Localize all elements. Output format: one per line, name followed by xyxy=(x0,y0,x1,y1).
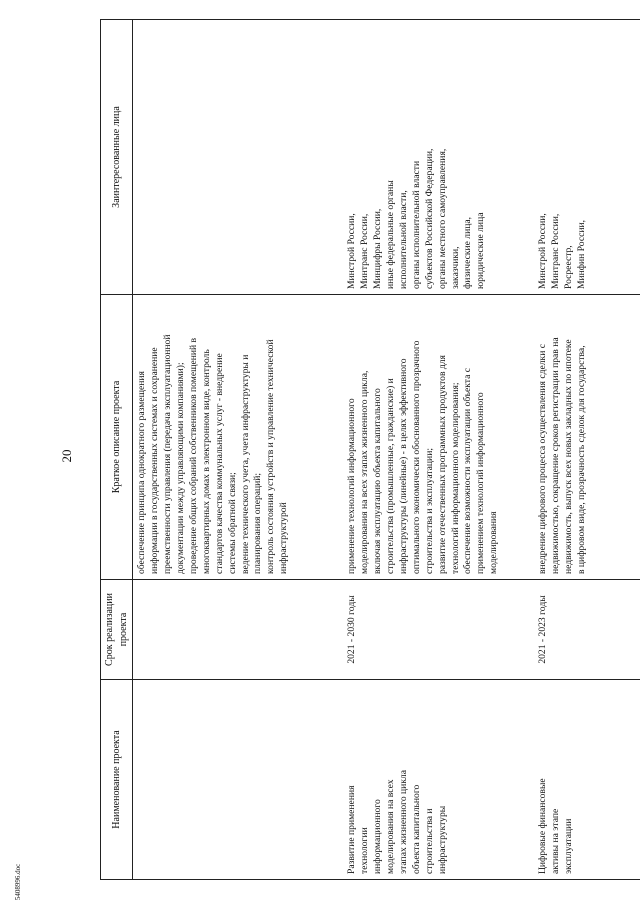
cell-stakeholders-line: Росреестр, xyxy=(562,245,574,289)
cell-description-line: проведение общих собраний собственников помещений в xyxy=(187,337,199,574)
cell-project-name-line: активы на этапе xyxy=(549,808,561,874)
cell-description-line: ведение технического учета, учета инфраструктуры и xyxy=(239,354,251,574)
cell-project-name-line: Развитие применения xyxy=(346,785,357,874)
cell-description xyxy=(133,295,344,580)
cell-project-name xyxy=(133,680,344,880)
cell-description-line: стандартов качества коммунальных услуг - внедрение xyxy=(213,353,225,574)
projects-table xyxy=(100,19,640,880)
cell-project-name-line: моделирования на всех xyxy=(384,779,396,874)
cell-description-line: технологий информационного моделирования; xyxy=(449,382,461,574)
cell-stakeholders-line: органы местного самоуправления, xyxy=(436,148,448,289)
cell-description-line: планирования операций; xyxy=(252,472,264,574)
cell-stakeholders xyxy=(343,20,534,295)
cell-description-line: моделирования xyxy=(488,511,500,574)
cell-project-name-line: информационного xyxy=(371,799,383,874)
cell-stakeholders-line: субъектов Российской Федерации, xyxy=(423,148,435,289)
cell-project-name xyxy=(343,680,534,880)
cell-description xyxy=(343,295,534,580)
cell-stakeholders-line: Минфин России, xyxy=(575,220,587,289)
cell-description-line: применением технологий информационного xyxy=(475,392,487,574)
cell-description-line: многоквартирных домах в электронном виде, контроль xyxy=(200,349,212,574)
cell-description xyxy=(534,295,640,580)
cell-stakeholders-line: Минстрой России, xyxy=(346,213,357,289)
cell-project-name-line: эксплуатации xyxy=(562,818,574,874)
cell-description-line: инфраструктуры (линейные) - в целях эффективного xyxy=(397,358,409,574)
cell-term xyxy=(343,580,534,680)
cell-project-name-line: инфраструктуры xyxy=(436,805,448,874)
cell-stakeholders-line: исполнительной власти, xyxy=(397,190,409,289)
cell-description-line: строительства (промышленные, гражданские) и xyxy=(384,378,396,574)
cell-stakeholders-line: органы исполнительной власти xyxy=(410,160,422,289)
cell-stakeholders-line: юридические лица xyxy=(475,212,487,289)
cell-project-name-line: Цифровые финансовые xyxy=(537,778,548,874)
cell-description-line: внедрение цифрового процесса осуществления сделки с xyxy=(537,343,548,574)
cell-description-line: обеспечение принципа однократного размещения xyxy=(136,371,147,574)
cell-description-line: применение технологий информационного xyxy=(346,398,357,574)
cell-description-line: в цифровом виде, прозрачность сделок для государства, xyxy=(575,345,587,574)
cell-project-name-line: строительства и xyxy=(423,808,435,874)
cell-description-line: развитие отечественных программных продуктов для xyxy=(436,355,448,574)
cell-description-line: инфраструктурой xyxy=(278,502,290,574)
header-stakeholders: Заинтересованные лица xyxy=(101,20,133,295)
cell-term xyxy=(534,580,640,680)
cell-stakeholders xyxy=(133,20,344,295)
cell-term xyxy=(133,580,344,680)
cell-description-line: строительства и эксплуатации; xyxy=(423,448,435,574)
header-term: Срок реализации проекта xyxy=(101,580,133,680)
rotated-table-container xyxy=(100,20,637,880)
cell-stakeholders-line: иные федеральные органы xyxy=(384,180,396,289)
table-row xyxy=(534,20,640,880)
cell-description-line: информации в государственных системах и сохранение xyxy=(148,347,160,574)
cell-project-name xyxy=(534,680,640,880)
cell-description-line: оптимального экономически обоснованного прозрачного xyxy=(410,340,422,574)
table-row xyxy=(343,20,534,880)
cell-project-name-line: этапах жизненного цикла xyxy=(397,769,409,874)
cell-stakeholders-line: Минтранс России, xyxy=(549,213,561,289)
table-row xyxy=(133,20,344,880)
cell-project-name-line: объекта капитального xyxy=(410,784,422,874)
cell-description-line: обеспечение возможности эксплуатации объекта с xyxy=(462,368,474,574)
table-header-row xyxy=(101,20,133,880)
cell-term-line: 2021 - 2023 годы xyxy=(537,595,548,664)
cell-term-line: 2021 - 2030 годы xyxy=(346,595,357,664)
cell-description-line: системы обратной связи; xyxy=(226,472,238,574)
cell-stakeholders-line: заказчики, xyxy=(449,246,461,289)
header-project-name: Наименование проекта xyxy=(101,680,133,880)
cell-description-line: моделирования на всех этапах жизненного цикла, xyxy=(358,370,370,574)
cell-description-line: преемственности управления (передача эксплуатационной xyxy=(161,334,173,574)
cell-description-line: документации между управляющими компаниями); xyxy=(174,362,186,574)
cell-stakeholders-line: Минстрой России, xyxy=(537,213,548,289)
cell-stakeholders-line: Минтранс России, xyxy=(358,213,370,289)
cell-project-name-line: технологии xyxy=(358,827,370,874)
cell-stakeholders xyxy=(534,20,640,295)
header-description: Краткое описание проекта xyxy=(101,295,133,580)
cell-description-line: контроль состояния устройств и управление технической xyxy=(265,339,277,574)
page-number: 20 xyxy=(59,449,74,463)
document-id: 5408996.doc xyxy=(14,863,22,901)
cell-stakeholders-line: физические лица, xyxy=(462,216,474,289)
cell-description-line: недвижимостью, сокращение сроков регистрации прав на xyxy=(549,337,561,574)
cell-description-line: недвижимость, выпуск всех новых закладных по ипотеке xyxy=(562,339,574,574)
cell-stakeholders-line: Минцифры России, xyxy=(371,208,383,289)
cell-description-line: включая эксплуатацию объекта капитального xyxy=(371,388,383,574)
